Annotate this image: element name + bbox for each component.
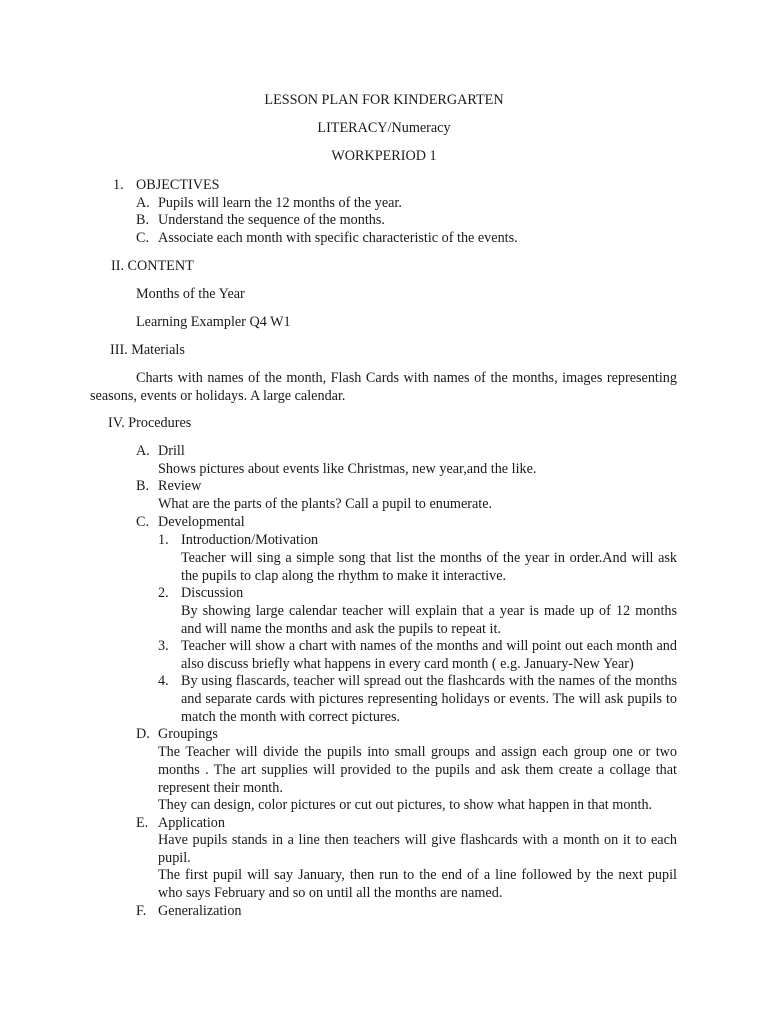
groupings-text-2: They can design, color pictures or cut out pictures, to show what happen in that month. bbox=[158, 797, 653, 813]
generalization-letter: F. bbox=[136, 903, 147, 919]
objective-c-letter: C. bbox=[136, 230, 150, 246]
objective-b-letter: B. bbox=[136, 212, 150, 228]
step-2-title: Discussion bbox=[181, 585, 244, 601]
groupings-text-1: The Teacher will divide the pupils into small groups and assign each group one or two months . The art supplies will provided to the pupils and ask them create a collage that represent their month. bbox=[158, 744, 677, 796]
developmental-title: Developmental bbox=[158, 514, 245, 530]
objectives-number: 1. bbox=[113, 177, 124, 193]
objective-a-letter: A. bbox=[136, 195, 150, 211]
step-2-text: By showing large calendar teacher will explain that a year is made up of 12 months and will name the months and ask the pupils to repeat it. bbox=[181, 603, 677, 637]
application-text-2: The first pupil will say January, then run to the end of a line followed by the next pupil who says February and so on until all the months are named. bbox=[158, 867, 677, 901]
subject-line: LITERACY/Numeracy bbox=[317, 120, 451, 136]
content-heading: II. CONTENT bbox=[111, 258, 194, 274]
step-1-text: Teacher will sing a simple song that list the months of the year in order.And will ask the pupils to clap along the rhythm to make it interactive. bbox=[181, 550, 677, 584]
application-letter: E. bbox=[136, 815, 149, 831]
developmental-letter: C. bbox=[136, 514, 150, 530]
groupings-letter: D. bbox=[136, 726, 150, 742]
objective-b-text: Understand the sequence of the months. bbox=[158, 212, 385, 228]
review-title: Review bbox=[158, 478, 202, 494]
materials-text: Charts with names of the month, Flash Cards with names of the months, images representing seasons, events or holidays. A large calendar. bbox=[90, 370, 677, 404]
lesson-title: LESSON PLAN FOR KINDERGARTEN bbox=[264, 92, 504, 108]
application-text-1: Have pupils stands in a line then teachers will give flashcards with a month on it to each pupil. bbox=[158, 832, 677, 866]
review-letter: B. bbox=[136, 478, 150, 494]
objective-c-text: Associate each month with specific characteristic of the events. bbox=[158, 230, 518, 246]
content-topic: Months of the Year bbox=[136, 286, 245, 302]
materials-heading: III. Materials bbox=[110, 342, 185, 358]
step-1-title: Introduction/Motivation bbox=[181, 532, 319, 548]
step-1-number: 1. bbox=[158, 532, 169, 548]
drill-text: Shows pictures about events like Christmas, new year,and the like. bbox=[158, 461, 537, 477]
content-reference: Learning Exampler Q4 W1 bbox=[136, 314, 291, 330]
generalization-title: Generalization bbox=[158, 903, 242, 919]
step-4-text: By using flascards, teacher will spread out the flashcards with the names of the months and separate cards with pictures representing holidays or events. The will ask pupils to match the month with correct pictures. bbox=[181, 673, 677, 725]
step-4-number: 4. bbox=[158, 673, 169, 689]
objectives-heading: OBJECTIVES bbox=[136, 177, 220, 193]
groupings-title: Groupings bbox=[158, 726, 218, 742]
application-title: Application bbox=[158, 815, 225, 831]
objective-a-text: Pupils will learn the 12 months of the year. bbox=[158, 195, 402, 211]
drill-title: Drill bbox=[158, 443, 185, 459]
drill-letter: A. bbox=[136, 443, 150, 459]
procedures-heading: IV. Procedures bbox=[108, 415, 192, 431]
step-2-number: 2. bbox=[158, 585, 169, 601]
step-3-number: 3. bbox=[158, 638, 169, 654]
review-text: What are the parts of the plants? Call a pupil to enumerate. bbox=[158, 496, 493, 512]
step-3-text: Teacher will show a chart with names of the months and will point out each month and also discuss briefly what happens in every card month ( e.g. January-New Year) bbox=[181, 638, 677, 672]
work-period: WORKPERIOD 1 bbox=[331, 148, 437, 164]
